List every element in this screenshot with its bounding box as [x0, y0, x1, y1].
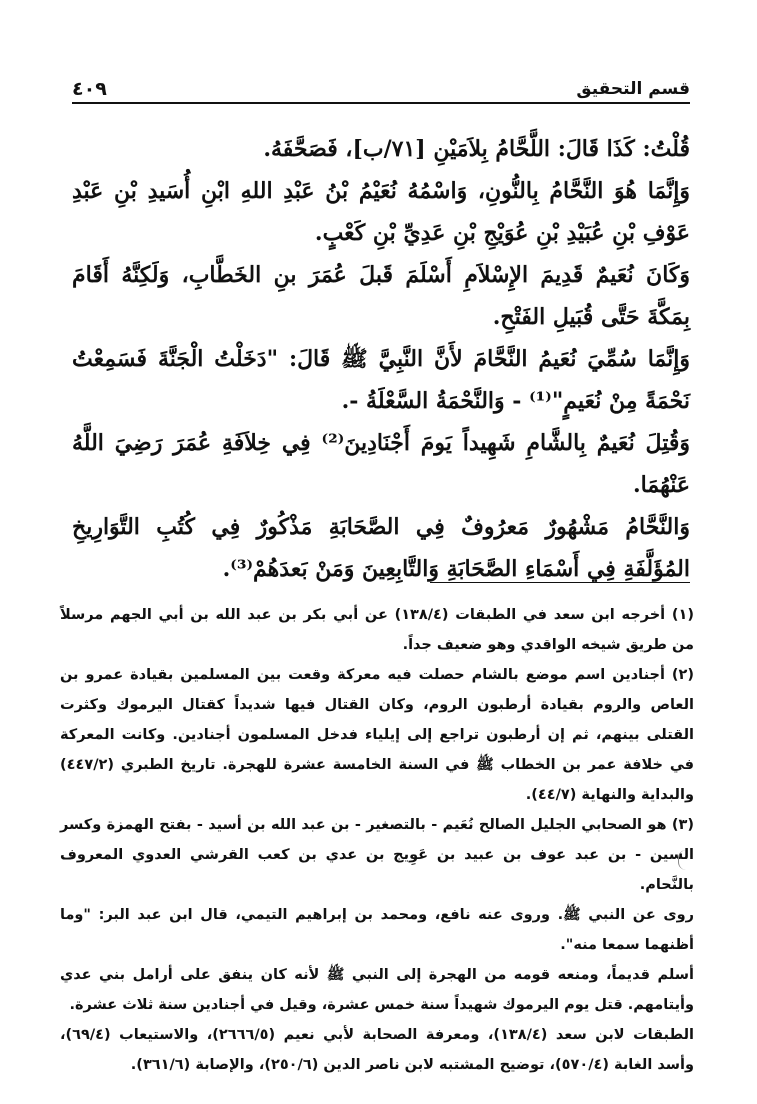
body-paragraph: وَإِنَّمَا هُوَ النَّحَّامُ بِالنُّونِ، وَاسْمُهُ نُعَيْمُ بْنُ عَبْدِ اللهِ ابْنِ أُسَيدِ بْنِ عَبْدِ عَوْفِ بْنِ عُبَيْدِ بْنِ عُوَيْجِ بْنِ عَدِيِّ بْنِ كَعْبٍ. [72, 178, 690, 246]
body-paragraph: وَالنَّحَّامُ مَشْهُورٌ مَعرُوفٌ فِي الصَّحَابَةِ مَذْكُورٌ فِي كُتُبِ التَّوَارِيخِ المُؤَلَّفَةِ فِي أَسْمَاءِ الصَّحَابَةِ وَالتَّابِعِينَ وَمَنْ بَعدَهُمْ⁽³⁾. [72, 514, 690, 582]
footnote-3-biography: أسلم قديماً، ومنعه قومه من الهجرة إلى النبي ﷺ لأنه كان ينفق على أرامل بني عدي وأيتامهم. قتل يوم اليرموك شهيداً سنة خمس عشرة، وقيل في أجنادين سنة ثلاث عشرة. [60, 967, 694, 1013]
body-paragraph: وَقُتِلَ نُعَيمٌ بِالشَّامِ شَهِيداً يَومَ أَجْنَادِينَ⁽²⁾ فِي خِلاَفَةِ عُمَرَ رَضِيَ اللَّهُ عَنْهُمَا. [72, 430, 690, 498]
footnote-divider [430, 582, 690, 583]
footnote-3-sources: الطبقات لابن سعد (١٣٨/٤)، ومعرفة الصحابة لأبي نعيم (٢٦٦٦/٥)، والاستيعاب (٦٩/٤)، وأسد الغابة (٥٧٠/٤)، توضيح المشتبه لابن ناصر الدين (٢٥٠/٦)، والإصابة (٣٦١/٦). [60, 1027, 695, 1073]
margin-mark [678, 850, 687, 870]
footnote-2: (٢) أجنادين اسم موضع بالشام حصلت فيه معركة وقعت بين المسلمين بقيادة عمرو بن العاص والروم بقيادة أرطبون الروم، وكان القتال فيها شديداً كقتال اليرموك وكثرت القتلى بينهم، ثم إن أرطبون تراجع إلى إيلياء فدخل المسلمون أجنادين. وكانت المعركة في خلافة عمر بن الخطاب ﷺ في السنة الخامسة عشرة للهجرة. تاريخ الطبري (٤٤٧/٢) والبداية والنهاية (٤٤/٧). [60, 667, 694, 803]
body-paragraph: وَإِنَّمَا سُمِّيَ نُعَيمُ النَّحَّامَ لأَنَّ النَّبِيَّ ﷺ قَالَ: "دَخَلْتُ الْجَنَّةَ فَسَمِعْتُ نَحْمَةً مِنْ نُعَيمٍ"⁽¹⁾ - وَالنَّحْمَةُ السَّعْلَةُ -. [72, 346, 690, 414]
body-paragraph: وَكَانَ نُعَيمٌ قَدِيمَ الإِسْلاَمِ أَسْلَمَ قَبلَ عُمَرَ بنِ الخَطَّابِ، وَلَكِنَّهُ أَقَامَ بِمَكَّةَ حَتَّى قُبَيلِ الفَتْحِ. [72, 262, 690, 330]
footnote-1: (١) أخرجه ابن سعد في الطبقات (١٣٨/٤) عن أبي بكر بن عبد الله بن أبي الجهم مرسلاً من طريق شيخه الواقدي وهو ضعيف جداً. [60, 607, 694, 653]
footnotes [60, 600, 694, 1080]
footnote-3: (٣) هو الصحابي الجليل الصالح نُعَيم - بالتصغير - بن عبد الله بن أسيد - بفتح الهمزة وكسر السين - بن عبد عوف بن عبيد بن عَوِيج بن عدي بن كعب القرشي العدوي المعروف بالنَّحام. [60, 817, 694, 893]
page-header [72, 72, 690, 104]
section-title: قسم التحقيق [576, 79, 690, 99]
body-paragraph: قُلْتُ: كَذَا قَالَ: اللَّحَّامُ بِلاَمَيْنِ [٧١/ب]، فَصَحَّفَهُ. [263, 136, 690, 162]
main-text [72, 128, 690, 590]
page-number: ٤٠٩ [72, 78, 107, 100]
footnote-3-narration: روى عن النبي ﷺ. وروى عنه نافع، ومحمد بن إبراهيم التيمي، قال ابن عبد البر: "وما أظنهما سمعا منه". [60, 907, 694, 953]
